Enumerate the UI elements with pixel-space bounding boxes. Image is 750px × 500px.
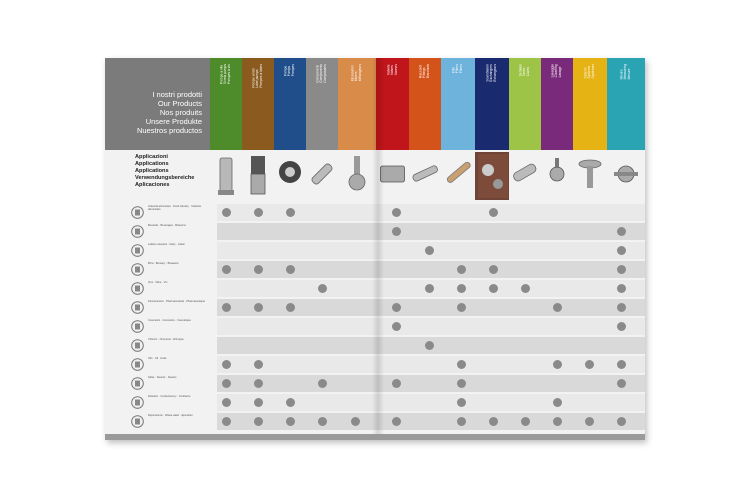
- availability-dot: [222, 208, 231, 217]
- product-photo: [274, 152, 306, 200]
- product-column-header-text: Pompe Pumps Pompes: [283, 64, 295, 77]
- products-label-en: Our Products: [157, 99, 202, 108]
- availability-dot: [457, 417, 466, 426]
- bottom-bar: [105, 434, 645, 440]
- product-column-header-text: Valvole Valves Vannes: [386, 64, 398, 75]
- availability-dot: [254, 208, 263, 217]
- availability-dot: [425, 246, 434, 255]
- product-column-header: [409, 58, 441, 150]
- brewery-icon: [131, 263, 144, 276]
- availability-dot: [425, 284, 434, 293]
- availability-dot: [489, 265, 498, 274]
- product-photo: [475, 152, 509, 200]
- availability-dot: [617, 227, 626, 236]
- waste-icon: [131, 415, 144, 428]
- application-name: Salse · Sauces · Sauces: [148, 376, 177, 379]
- availability-dot: [617, 303, 626, 312]
- tank-icon: [131, 206, 144, 219]
- applications-label: [135, 154, 215, 189]
- confectionery-icon: [131, 396, 144, 409]
- product-column-header-text: Serbatoi Tanks Cuves: [518, 64, 530, 77]
- product-column-header-text: Componenti Components Composants: [315, 64, 327, 83]
- product-photo: [441, 152, 475, 200]
- availability-dot: [222, 265, 231, 274]
- product-column-header-text: Pompe a lobi Lobe pumps Pompes à lobes: [251, 64, 263, 88]
- product-column-header-text: Raccordi Fittings Raccords: [418, 64, 430, 78]
- product-column-header-text: Miscelatori Mixers Mélangeurs: [350, 64, 362, 82]
- products-header: [105, 58, 210, 150]
- availability-dot: [457, 265, 466, 274]
- availability-dot: [457, 284, 466, 293]
- row-band: [217, 375, 645, 392]
- product-column-header-text: Filtri Filters Filtres: [451, 64, 463, 73]
- row-band: [217, 204, 645, 221]
- pharma-icon: [131, 301, 144, 314]
- availability-dot: [617, 246, 626, 255]
- availability-dot: [457, 303, 466, 312]
- application-name: Farmaceutico · Pharmaceutical · Pharmaceutique: [148, 300, 206, 303]
- availability-dot: [392, 322, 401, 331]
- availability-dot: [318, 284, 327, 293]
- product-photo: [573, 152, 607, 200]
- row-band: [217, 261, 645, 278]
- availability-dot: [254, 398, 263, 407]
- row-band: [217, 356, 645, 373]
- application-name: Vino · Wine · Vin: [148, 281, 168, 284]
- availability-dot: [254, 303, 263, 312]
- bottle-icon: [131, 225, 144, 238]
- product-photo: [338, 152, 376, 200]
- availability-dot: [553, 360, 562, 369]
- product-matrix-sheet: [105, 58, 645, 440]
- product-column-header-text: Scambiatori Exchangers Échangeurs: [485, 64, 497, 82]
- availability-dot: [286, 208, 295, 217]
- availability-dot: [617, 379, 626, 388]
- availability-dot: [286, 303, 295, 312]
- product-photo: [541, 152, 573, 200]
- product-column-header-text: Misura Measuring Mesure: [619, 64, 631, 80]
- availability-dot: [553, 303, 562, 312]
- availability-dot: [318, 379, 327, 388]
- product-column-header: [509, 58, 541, 150]
- availability-dot: [617, 417, 626, 426]
- availability-dot: [222, 379, 231, 388]
- chemical-icon: [131, 339, 144, 352]
- availability-dot: [585, 417, 594, 426]
- row-band: [217, 318, 645, 335]
- availability-dot: [521, 417, 530, 426]
- product-photo: [210, 152, 242, 200]
- availability-dot: [553, 398, 562, 407]
- product-column-header-text: Lavaggio Cleaning Lavage: [550, 64, 562, 78]
- product-column-header: [475, 58, 509, 150]
- product-column-header-text: Sistemi Systems Systèmes: [583, 64, 595, 79]
- application-name: Cosmetico · Cosmetics · Cosmétique: [148, 319, 191, 322]
- availability-dot: [585, 360, 594, 369]
- availability-dot: [254, 265, 263, 274]
- availability-dot: [286, 417, 295, 426]
- availability-dot: [457, 360, 466, 369]
- availability-dot: [392, 227, 401, 236]
- availability-dot: [222, 303, 231, 312]
- product-column-header: [210, 58, 242, 150]
- row-band: [217, 413, 645, 430]
- product-column-header-text: Pompe a vite Screw pumps Pompes à vis: [219, 64, 231, 84]
- availability-dot: [617, 265, 626, 274]
- product-column-header: [274, 58, 306, 150]
- availability-dot: [286, 265, 295, 274]
- availability-dot: [318, 417, 327, 426]
- product-column-header: [607, 58, 645, 150]
- availability-dot: [351, 417, 360, 426]
- product-column-header: [573, 58, 607, 150]
- dairy-icon: [131, 244, 144, 257]
- availability-dot: [286, 398, 295, 407]
- availability-dot: [392, 303, 401, 312]
- product-photo: [607, 152, 645, 200]
- application-name: Depurazione · Waste water · Épuration: [148, 414, 193, 417]
- application-name: Olio · Oil · Huile: [148, 357, 167, 360]
- row-band: [217, 299, 645, 316]
- oil-icon: [131, 358, 144, 371]
- products-label-fr: Nos produits: [159, 108, 202, 117]
- application-name: Lattiero caseario · Dairy · Laitier: [148, 243, 185, 246]
- applications-label-it: Applicazioni: [135, 154, 168, 160]
- product-photo: [242, 152, 274, 200]
- availability-dot: [392, 417, 401, 426]
- availability-dot: [617, 360, 626, 369]
- availability-dot: [489, 284, 498, 293]
- availability-dot: [222, 398, 231, 407]
- row-band: [217, 394, 645, 411]
- cosmetic-icon: [131, 320, 144, 333]
- applications-label-fr: Applications: [135, 168, 169, 174]
- application-name: Chimico · Chemical · Chimique: [148, 338, 184, 341]
- availability-dot: [489, 417, 498, 426]
- availability-dot: [222, 360, 231, 369]
- products-label-es: Nuestros productos: [136, 126, 202, 135]
- product-column-header: [541, 58, 573, 150]
- application-name: Dolciario · Confectionery · Confiserie: [148, 395, 191, 398]
- products-label-it: I nostri prodotti: [152, 90, 202, 99]
- availability-dot: [254, 360, 263, 369]
- products-label-de: Unsere Produkte: [145, 117, 202, 126]
- availability-dot: [425, 341, 434, 350]
- availability-dot: [617, 284, 626, 293]
- product-column-header: [441, 58, 475, 150]
- availability-dot: [457, 398, 466, 407]
- product-column-header: [306, 58, 338, 150]
- availability-dot: [489, 208, 498, 217]
- applications-label-es: Aplicaciones: [135, 182, 170, 188]
- availability-dot: [254, 379, 263, 388]
- availability-dot: [392, 379, 401, 388]
- row-band: [217, 223, 645, 240]
- availability-dot: [457, 379, 466, 388]
- product-column-header: [242, 58, 274, 150]
- application-name: Birra · Brewery · Brasserie: [148, 262, 179, 265]
- application-name: Bevande · Beverages · Boissons: [148, 224, 186, 227]
- product-photo: [409, 152, 441, 200]
- product-column-header: [338, 58, 376, 150]
- page-fold: [372, 58, 384, 440]
- application-name: Industria alimentare · Food industry · Industrie alimentaire: [148, 205, 202, 211]
- availability-dot: [254, 417, 263, 426]
- availability-dot: [222, 417, 231, 426]
- sauce-icon: [131, 377, 144, 390]
- wine-icon: [131, 282, 144, 295]
- applications-label-de: Verwendungsbereiche: [135, 175, 195, 181]
- availability-dot: [521, 284, 530, 293]
- product-photo: [306, 152, 338, 200]
- applications-label-en: Applications: [135, 161, 169, 167]
- availability-dot: [617, 322, 626, 331]
- availability-dot: [553, 417, 562, 426]
- product-photo: [509, 152, 541, 200]
- availability-dot: [392, 208, 401, 217]
